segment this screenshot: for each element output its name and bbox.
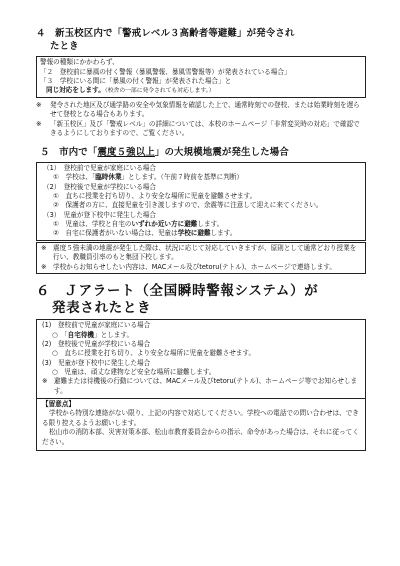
- case-2: （2） 登校後で児童が学校にいる場合: [43, 182, 156, 191]
- section-5-title: [36, 147, 366, 160]
- case-1-a-post: 」とします。: [94, 330, 134, 339]
- note-mark: ※: [36, 119, 42, 128]
- section-4-title-line1: ４ 新玉校区内で「警戒レベル３高齢者等避難」が発令され: [36, 28, 295, 39]
- note-text: 発令された地区及び通学路の安全や気象情報を確認した上で、通常時刻での登校、または始業時刻を遅らせて登校となる場合もあります。: [50, 100, 360, 119]
- box-line-1: 「２ 登校前に暴風の付く警報（暴風警報、暴風雪警報等）が発表されている場合」: [40, 67, 291, 76]
- case-3-b-bold: 学校に避難: [177, 229, 211, 238]
- section-4: [36, 28, 366, 138]
- note-text: 避難または待機後の行動については、MACメール及びtetoru(テトル)、ホームページ等でお知らせします。: [54, 377, 358, 395]
- case-2: (2) 登校後で児童が学校にいる場合: [42, 339, 151, 348]
- case-1-a-pre: ① 学校は、「: [53, 173, 96, 182]
- note-text: 学校からお知らせしたい内容は、MACメール及びtetoru(テトル)、ホームページで連絡します。: [53, 262, 336, 271]
- section-5-title-post: 」の大規模地震が発生した場合: [154, 147, 289, 159]
- section-6-title-line1: ６ Ｊアラート（全国瞬時警報システム）が: [36, 283, 319, 299]
- section-5-note-box: [36, 242, 366, 274]
- section-5-title-bold: 震度５強以上: [97, 147, 155, 159]
- section-5: [36, 147, 366, 274]
- note-mark: ※: [41, 262, 47, 271]
- case-1-a: [43, 173, 362, 182]
- case-3-b: [43, 229, 362, 238]
- remarks: [37, 398, 365, 449]
- section-6-title: [36, 283, 366, 317]
- case-3: (3) 児童が登下校中に発生した場合: [42, 358, 151, 367]
- case-1: （1） 登校前で児童が家庭にいる場合: [43, 163, 156, 172]
- case-3-b-pre: ② 自宅に保護者がいない場合は、児童は: [53, 229, 178, 238]
- note-text: 「新玉校区」及び「警戒レベル」の詳細については、本校のホームページ「非常変災時の対応」で確認できるようにしておりますので、ご覧ください。: [50, 119, 360, 137]
- section-4-notes: [36, 101, 366, 138]
- case-1-a: [42, 331, 362, 340]
- case-1-a-bold: 臨時休業: [95, 173, 122, 182]
- note-item: [36, 120, 366, 139]
- box-line-3: [40, 86, 362, 95]
- box-line-3-small: （校舎の一部に発令されても対応します。）: [104, 88, 215, 95]
- section-4-title: [36, 28, 366, 53]
- section-5-title-pre: ５ 市内で「: [40, 147, 98, 159]
- case-3-a-post: します。: [197, 220, 224, 229]
- remarks-text-2: 松山市の消防本部、災害対策本部、松山市教育委員会からの指示、命令があった場合は、それに従ってください。: [42, 428, 359, 446]
- note-text: 震度５強未満の地震が発生した際は、状況に応じて対応していきますが、原則として通常どおり授業を行い、教職員引率のもと集団下校します。: [53, 243, 357, 262]
- box-line-3-bold: 同じ対応をします。: [46, 86, 105, 95]
- note-mark: ※: [42, 377, 48, 386]
- box-intro: 警報の種類にかかわらず、: [40, 58, 119, 67]
- case-3-b-post: します。: [210, 229, 237, 238]
- case-3-a-bold: いずれか近い方に避難: [131, 220, 198, 229]
- note-mark: ※: [41, 243, 47, 252]
- case-1-a-pre: ○ 「: [52, 330, 68, 339]
- section-6-title-line2: 発表されたとき: [52, 301, 152, 317]
- case-1-a-bold: 自宅待機: [67, 330, 95, 339]
- case-3-a-pre: ① 児童は、学校と自宅の: [53, 220, 132, 229]
- section-5-box: [36, 162, 366, 241]
- note-item: [41, 263, 362, 272]
- section-4-box: [36, 56, 366, 97]
- box-line-2: 「３ 学校にいる間に「暴風の付く警報」が発表された場合」と: [40, 77, 232, 86]
- note-mark: ※: [36, 100, 42, 109]
- section-4-title-line2: たとき: [50, 40, 79, 52]
- case-1-a-post: 」とします。（午前７時前を基準に判断）: [121, 173, 244, 182]
- case-2-a: ○ 直ちに授業を打ち切り、より安全な場所に児童を避難させます。: [52, 349, 256, 358]
- note-item: [42, 377, 362, 396]
- case-1: (1) 登校前で児童が家庭にいる場合: [42, 321, 151, 330]
- remarks-text-1: 学校から特別な連絡がない限り、上記の内容で対応してください。学校への電話での問い合わせは、できる限り控えるようお願いします。: [42, 409, 359, 427]
- case-3-a: ○ 児童は、頑丈な建物など安全な場所に避難します。: [52, 368, 216, 376]
- case-2-a: ① 直ちに授業を打ち切り、より安全な場所に児童を避難させます。: [53, 192, 257, 201]
- case-2-b: ② 保護者の方に、直接児童を引き渡しますので、余震等に注意して迎えに来てください。: [53, 201, 323, 210]
- note-item: [36, 101, 366, 120]
- section-6: [36, 283, 366, 451]
- case-3: （3） 児童が登下校中に発生した場合: [43, 210, 156, 219]
- section-6-box: [36, 319, 366, 451]
- remarks-label: 【留意点】: [42, 400, 75, 409]
- note-item: [41, 244, 362, 263]
